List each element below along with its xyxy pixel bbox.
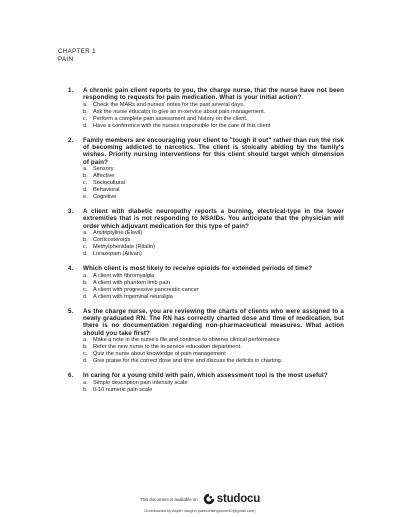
option-text: A client with trigeminal neuralgia <box>93 293 173 300</box>
option-letter: d. <box>83 293 88 300</box>
answer-options <box>83 102 344 130</box>
question-number: 2. <box>68 136 74 144</box>
option-letter: d. <box>83 186 88 193</box>
studocu-wordmark: studocu <box>216 493 261 505</box>
answer-option <box>83 109 344 116</box>
option-text: Make a note in the nurse's file and continue to observe clinical performance <box>93 337 280 344</box>
studocu-logo[interactable] <box>203 493 260 505</box>
question-number: 1. <box>68 87 74 94</box>
question-number: 5. <box>68 308 74 315</box>
answer-option <box>83 387 344 394</box>
option-letter: d. <box>83 358 88 365</box>
chapter-number: CHAPTER 1 <box>58 48 96 55</box>
question-text: Which client is most likely to receive opioids for extended periods of time? <box>83 265 313 273</box>
option-text: Give praise for the correct dose and time and discuss the deficits in charting. <box>93 358 283 365</box>
option-text: Refer the new nurse to the in-service education department. <box>93 344 242 351</box>
option-letter: c. <box>83 115 88 122</box>
option-letter: a. <box>83 380 88 387</box>
answer-option <box>83 344 344 351</box>
question-item <box>58 372 344 394</box>
answer-option <box>83 194 344 201</box>
question-text: A client with diabetic neuropathy reports a burning, electrical-type in the lower extremities that is not responding to NSAIDs. You anticipate that the physician will order which adjuvant medication for this type of pain? <box>83 208 344 230</box>
answer-options <box>83 337 344 365</box>
answer-option <box>83 380 344 387</box>
answer-option <box>83 244 344 251</box>
answer-option <box>83 230 344 237</box>
option-letter: c. <box>83 180 88 187</box>
question-number: 4. <box>68 265 74 273</box>
option-letter: a. <box>83 272 88 279</box>
answer-options <box>83 273 344 301</box>
question-text: In caring for a young child with pain, which assessment tool is the most useful? <box>83 372 328 380</box>
available-text: This document is available on <box>139 496 198 502</box>
option-text: Lorazepam (Ativan) <box>93 250 142 257</box>
option-letter: e. <box>83 193 88 200</box>
option-text: A client with phantom limb pain <box>93 279 170 286</box>
option-text: A client with progressive pancreatic cancer <box>93 286 199 293</box>
answer-option <box>83 187 344 194</box>
option-text: Cognitive <box>93 193 117 200</box>
answer-option <box>83 280 344 287</box>
option-text: Corticosteroids <box>93 237 131 244</box>
answer-options <box>83 230 344 258</box>
option-letter: a. <box>83 337 88 344</box>
option-text: Have a conference with the nurses responsible for the care of this client <box>93 122 271 129</box>
answer-option <box>83 173 344 180</box>
question-item <box>58 308 344 365</box>
question-text: Family members are encouraging your client to "tough it out" rather than run the risk of becoming addicted to narcotics. The client is stoically abiding by the family's wishes. Priority nursing interventions for this client should target which dimension of pain? <box>83 136 344 166</box>
option-letter: b. <box>83 279 88 286</box>
answer-option <box>83 294 344 301</box>
answer-options <box>83 380 344 394</box>
answer-option <box>83 123 344 130</box>
option-letter: b. <box>83 108 88 115</box>
option-letter: c. <box>83 286 88 293</box>
question-item <box>58 208 344 258</box>
studocu-logo-icon <box>203 493 215 505</box>
answer-option <box>83 351 344 358</box>
option-letter: d. <box>83 122 88 129</box>
option-letter: d. <box>83 250 88 257</box>
answer-option <box>83 251 344 258</box>
answer-option <box>83 102 344 109</box>
option-letter: c. <box>83 351 88 358</box>
answer-option <box>83 337 344 344</box>
question-item <box>58 87 344 130</box>
option-text: 0-10 numeric pain scale <box>93 386 153 393</box>
answer-option <box>83 273 344 280</box>
question-item <box>58 265 344 300</box>
option-text: Ask the nurse educator to give an in-service about pain management. <box>93 108 266 115</box>
option-letter: b. <box>83 237 88 244</box>
chapter-title: PAIN <box>58 55 74 63</box>
option-text: Behavioral <box>93 186 120 193</box>
question-item <box>58 137 344 201</box>
answer-option <box>83 287 344 294</box>
option-text: Sensory <box>93 166 114 173</box>
option-text: Perform a complete pain assessment and history on the client. <box>93 115 248 122</box>
chapter-header <box>58 48 96 63</box>
option-text: A client with fibromyalgia <box>93 272 155 279</box>
option-letter: b. <box>83 386 88 393</box>
option-letter: c. <box>83 244 88 251</box>
answer-option <box>83 166 344 173</box>
answer-option <box>83 116 344 123</box>
option-letter: b. <box>83 173 88 180</box>
option-text: Quiz the nurse about knowledge of pain management <box>93 351 226 358</box>
option-letter: a. <box>83 166 88 173</box>
question-text: A chronic pain client reports to you, the charge nurse, that the nurse have not been responding to requests for pain medication. What is your initial action? <box>83 87 344 102</box>
answer-option <box>83 180 344 187</box>
answer-option <box>83 358 344 365</box>
option-text: Check the MARs and nurses' notes for the past several days. <box>93 101 245 108</box>
option-text: Affective <box>93 173 115 180</box>
option-text: Amitriptyline (Elavil) <box>93 230 143 237</box>
footer-available <box>0 489 400 509</box>
question-number: 3. <box>68 208 74 216</box>
option-letter: a. <box>83 101 88 108</box>
question-number: 6. <box>68 372 74 380</box>
option-text: Methylphenidate (Ritalin) <box>93 244 155 251</box>
option-text: Sociocultural <box>93 180 126 187</box>
answer-option <box>83 237 344 244</box>
question-text: As the charge nurse, you are reviewing the charts of clients who were assigned to a newly graduated RN. The RN has correctly charted dose and time of medication, but there is no documentation regarding non-pharmaceutical measures. What action should you take first? <box>83 308 344 337</box>
download-notice: Downloaded by Asylin Vaughn (samuelkingstone40@gmail.com) <box>144 508 256 513</box>
option-letter: b. <box>83 344 88 351</box>
question-list <box>58 87 344 401</box>
option-text: Simple description pain intensity scale <box>93 380 188 387</box>
option-letter: a. <box>83 230 88 237</box>
answer-options <box>83 166 344 201</box>
